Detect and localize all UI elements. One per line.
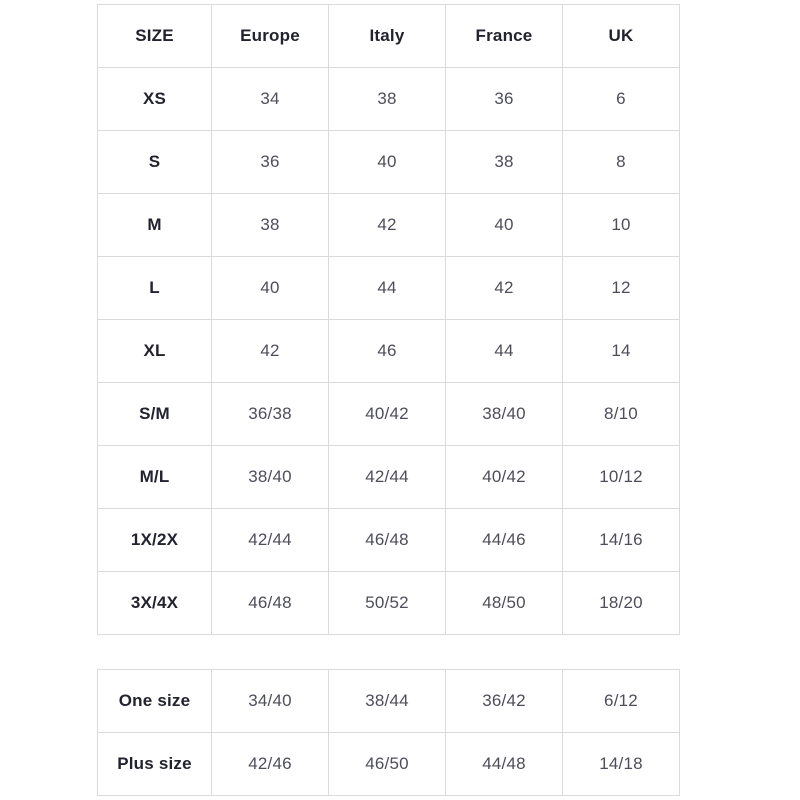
size-label-cell: M — [98, 194, 212, 257]
special-sizes-table — [97, 669, 680, 796]
size-value-cell: 36 — [212, 131, 329, 194]
column-header-europe: Europe — [212, 5, 329, 68]
size-value-cell: 40/42 — [446, 446, 563, 509]
size-value-cell: 46/48 — [212, 572, 329, 635]
size-label-cell: L — [98, 257, 212, 320]
size-label-cell: One size — [98, 670, 212, 733]
size-value-cell: 36/42 — [446, 670, 563, 733]
table-row — [98, 131, 680, 194]
size-value-cell: 40 — [446, 194, 563, 257]
table-row — [98, 320, 680, 383]
size-label-cell: 1X/2X — [98, 509, 212, 572]
size-label-cell: XS — [98, 68, 212, 131]
size-value-cell: 34/40 — [212, 670, 329, 733]
size-value-cell: 46/50 — [329, 733, 446, 796]
size-value-cell: 36 — [446, 68, 563, 131]
table-row — [98, 194, 680, 257]
size-value-cell: 50/52 — [329, 572, 446, 635]
size-value-cell: 42/44 — [212, 509, 329, 572]
size-label-cell: S — [98, 131, 212, 194]
size-value-cell: 6 — [563, 68, 680, 131]
size-value-cell: 8/10 — [563, 383, 680, 446]
table-gap — [97, 635, 800, 669]
table-row — [98, 257, 680, 320]
column-header-size: SIZE — [98, 5, 212, 68]
table-row — [98, 572, 680, 635]
size-value-cell: 46/48 — [329, 509, 446, 572]
size-value-cell: 44/46 — [446, 509, 563, 572]
size-label-cell: M/L — [98, 446, 212, 509]
size-value-cell: 10 — [563, 194, 680, 257]
size-label-cell: XL — [98, 320, 212, 383]
size-label-cell: S/M — [98, 383, 212, 446]
size-value-cell: 42/44 — [329, 446, 446, 509]
size-value-cell: 38/44 — [329, 670, 446, 733]
size-value-cell: 38 — [212, 194, 329, 257]
size-value-cell: 8 — [563, 131, 680, 194]
size-value-cell: 14/16 — [563, 509, 680, 572]
size-value-cell: 6/12 — [563, 670, 680, 733]
table-row — [98, 383, 680, 446]
size-value-cell: 40 — [329, 131, 446, 194]
size-value-cell: 34 — [212, 68, 329, 131]
table-row — [98, 670, 680, 733]
size-value-cell: 40 — [212, 257, 329, 320]
size-value-cell: 38/40 — [446, 383, 563, 446]
size-label-cell: Plus size — [98, 733, 212, 796]
size-value-cell: 18/20 — [563, 572, 680, 635]
column-header-italy: Italy — [329, 5, 446, 68]
size-value-cell: 38/40 — [212, 446, 329, 509]
size-value-cell: 14/18 — [563, 733, 680, 796]
header-row — [98, 5, 680, 68]
table-row — [98, 68, 680, 131]
size-value-cell: 44 — [446, 320, 563, 383]
table-row — [98, 733, 680, 796]
size-value-cell: 48/50 — [446, 572, 563, 635]
size-value-cell: 42 — [329, 194, 446, 257]
size-value-cell: 14 — [563, 320, 680, 383]
size-value-cell: 38 — [446, 131, 563, 194]
size-value-cell: 36/38 — [212, 383, 329, 446]
size-value-cell: 40/42 — [329, 383, 446, 446]
column-header-uk: UK — [563, 5, 680, 68]
size-value-cell: 12 — [563, 257, 680, 320]
table-row — [98, 509, 680, 572]
size-value-cell: 44/48 — [446, 733, 563, 796]
size-conversion-table — [97, 4, 680, 635]
size-value-cell: 42 — [212, 320, 329, 383]
size-value-cell: 42/46 — [212, 733, 329, 796]
size-value-cell: 46 — [329, 320, 446, 383]
size-value-cell: 44 — [329, 257, 446, 320]
size-value-cell: 10/12 — [563, 446, 680, 509]
size-value-cell: 38 — [329, 68, 446, 131]
size-value-cell: 42 — [446, 257, 563, 320]
column-header-france: France — [446, 5, 563, 68]
size-label-cell: 3X/4X — [98, 572, 212, 635]
table-row — [98, 446, 680, 509]
